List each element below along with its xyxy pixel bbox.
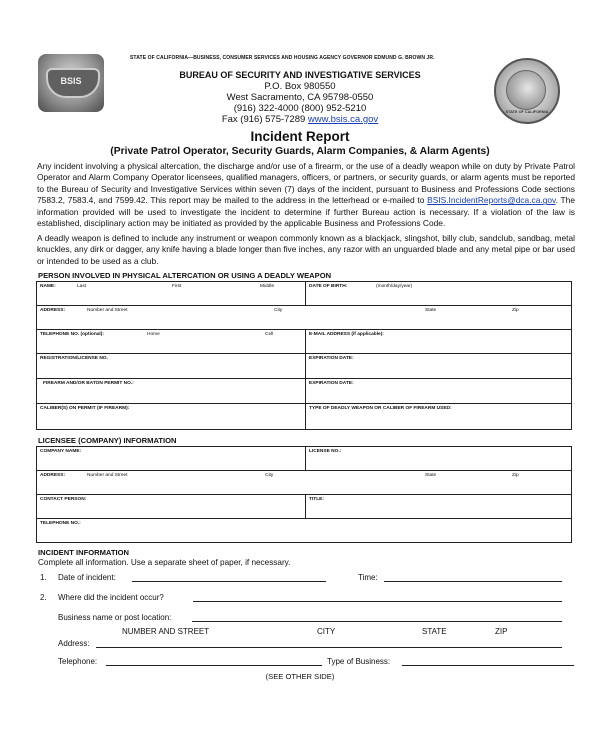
- fax-website-line: [150, 114, 450, 125]
- contact-person-field[interactable]: CONTACT PERSON:: [37, 495, 306, 519]
- incident-reports-email-link[interactable]: BSIS.IncidentReports@dca.ca.gov: [427, 195, 556, 206]
- registration-license-field[interactable]: REGISTRATION/LICENSE NO.: [37, 354, 306, 379]
- person-telephone-field[interactable]: TELEPHONE NO. (optional): Home Cell: [37, 330, 306, 354]
- date-of-birth-field[interactable]: DATE OF BIRTH: (month/day/year): [306, 282, 572, 306]
- incident-address-label: Address:: [58, 639, 90, 648]
- weapon-type-field[interactable]: TYPE OF DEADLY WEAPON OR CALIBER OF FIREARM USED:: [306, 404, 572, 430]
- business-name-label: Business name or post location:: [58, 613, 172, 622]
- type-of-business-input[interactable]: [402, 665, 574, 666]
- incident-address-input[interactable]: [96, 647, 562, 648]
- page-subtitle: (Private Patrol Operator, Security Guards, Alarm Companies, & Alarm Agents): [110, 146, 490, 157]
- company-name-field[interactable]: COMPANY NAME:: [37, 447, 306, 471]
- bsis-seal-logo: [38, 54, 104, 112]
- company-address-field[interactable]: ADDRESS: Number and Street City State Zip: [37, 471, 572, 495]
- state-agency-line: STATE OF CALIFORNIA—BUSINESS, CONSUMER SERVICES AND HOUSING AGENCY GOVERNOR EDMUND G. BROWN JR.: [130, 55, 435, 61]
- bsis-seal-text: BSIS: [60, 76, 82, 86]
- contact-title-field[interactable]: TITLE:: [306, 495, 572, 519]
- po-box: P.O. Box 980550: [264, 81, 336, 92]
- website-link[interactable]: www.bsis.ca.gov: [307, 114, 379, 125]
- question-2-number: 2.: [40, 593, 47, 602]
- caption-zip: ZIP: [495, 627, 508, 636]
- intro-paragraph-2: A deadly weapon is defined to include any instrument or weapon commonly known as a blackjack, slingshot, billy club, sandclub, sandbag, metal knuckles, any dirk or dagger, any knife having a blade longer than five inches, any razor with an unguarded blade and any metal pipe or bar used or intended to be used as a club.: [37, 233, 575, 266]
- person-address-field[interactable]: ADDRESS: Number and Street City State Zip: [37, 306, 572, 330]
- company-license-field[interactable]: LICENSE NO.:: [306, 447, 572, 471]
- see-other-side-footer: (SEE OTHER SIDE): [265, 672, 335, 681]
- incident-location-label: Where did the incident occur?: [58, 593, 164, 602]
- page-title: Incident Report: [250, 129, 350, 144]
- time-input[interactable]: [384, 581, 562, 582]
- caption-number-street: NUMBER AND STREET: [122, 627, 210, 636]
- firearm-expiration-field[interactable]: EXPIRATION DATE:: [306, 379, 572, 404]
- incident-telephone-label: Telephone:: [58, 657, 98, 666]
- business-name-input[interactable]: [192, 621, 562, 622]
- incident-location-input[interactable]: [193, 601, 562, 602]
- firearm-permit-field[interactable]: FIREARM AND/OR BATON PERMIT NO.:: [37, 379, 306, 404]
- registration-expiration-field[interactable]: EXPIRATION DATE:: [306, 354, 572, 379]
- caption-city: CITY: [317, 627, 336, 636]
- company-telephone-field[interactable]: TELEPHONE NO.:: [37, 519, 572, 543]
- question-1-number: 1.: [40, 573, 47, 582]
- incident-section-heading: INCIDENT INFORMATION: [38, 548, 129, 557]
- city-line: West Sacramento, CA 95798-0550: [226, 92, 374, 103]
- caliber-on-permit-field[interactable]: CALIBER(S) ON PERMIT (IF FIREARM):: [37, 404, 306, 430]
- incident-telephone-input[interactable]: [106, 665, 322, 666]
- phone-line: (916) 322-4000 (800) 952-5210: [233, 103, 367, 114]
- fax-number: Fax (916) 575-7289: [221, 114, 306, 125]
- time-label: Time:: [358, 573, 378, 582]
- person-email-field[interactable]: E-MAIL ADDRESS (if applicable):: [306, 330, 572, 354]
- state-seal-text: STATE OF CALIFORNIA: [505, 110, 549, 114]
- type-of-business-label: Type of Business:: [327, 657, 391, 666]
- name-field[interactable]: NAME: Last First Middle: [37, 282, 306, 306]
- bureau-name: BUREAU OF SECURITY AND INVESTIGATIVE SERVICES: [179, 70, 421, 80]
- licensee-table: [36, 446, 572, 543]
- person-involved-table: [36, 281, 572, 430]
- licensee-section-heading: LICENSEE (COMPANY) INFORMATION: [38, 436, 177, 445]
- date-of-incident-label: Date of incident:: [58, 573, 116, 582]
- california-state-seal: [494, 58, 560, 124]
- caption-state: STATE: [422, 627, 447, 636]
- person-section-heading: PERSON INVOLVED IN PHYSICAL ALTERCATION OR USING A DEADLY WEAPON: [38, 271, 332, 280]
- date-of-incident-input[interactable]: [132, 581, 326, 582]
- intro-paragraph-1: Any incident involving a physical altercation, the discharge and/or use of a firearm, or the use of a deadly weapon while on duty by Private Patrol Operator and Alarm Company Operator licensees, qualified managers, officers, or partners, or security guards, or alarm agents must be reported to the Bureau of Security and Investigative Services within seven (7) days of the incident, pursuant to Business and Professions Code sections 7583.2, 7583.4, and 7599.42. This report may be mailed to the address in the letterhead or e-mailed to BSIS.IncidentReports@dca.ca.gov. The information provided will be used to investigate the incident to determine if further Bureau action is necessary. If a violation of the law is established, disciplinary action may be initiated as provided by the applicable Business and Professions Code.: [37, 161, 575, 229]
- incident-instruction: Complete all information. Use a separate sheet of paper, if necessary.: [38, 558, 291, 567]
